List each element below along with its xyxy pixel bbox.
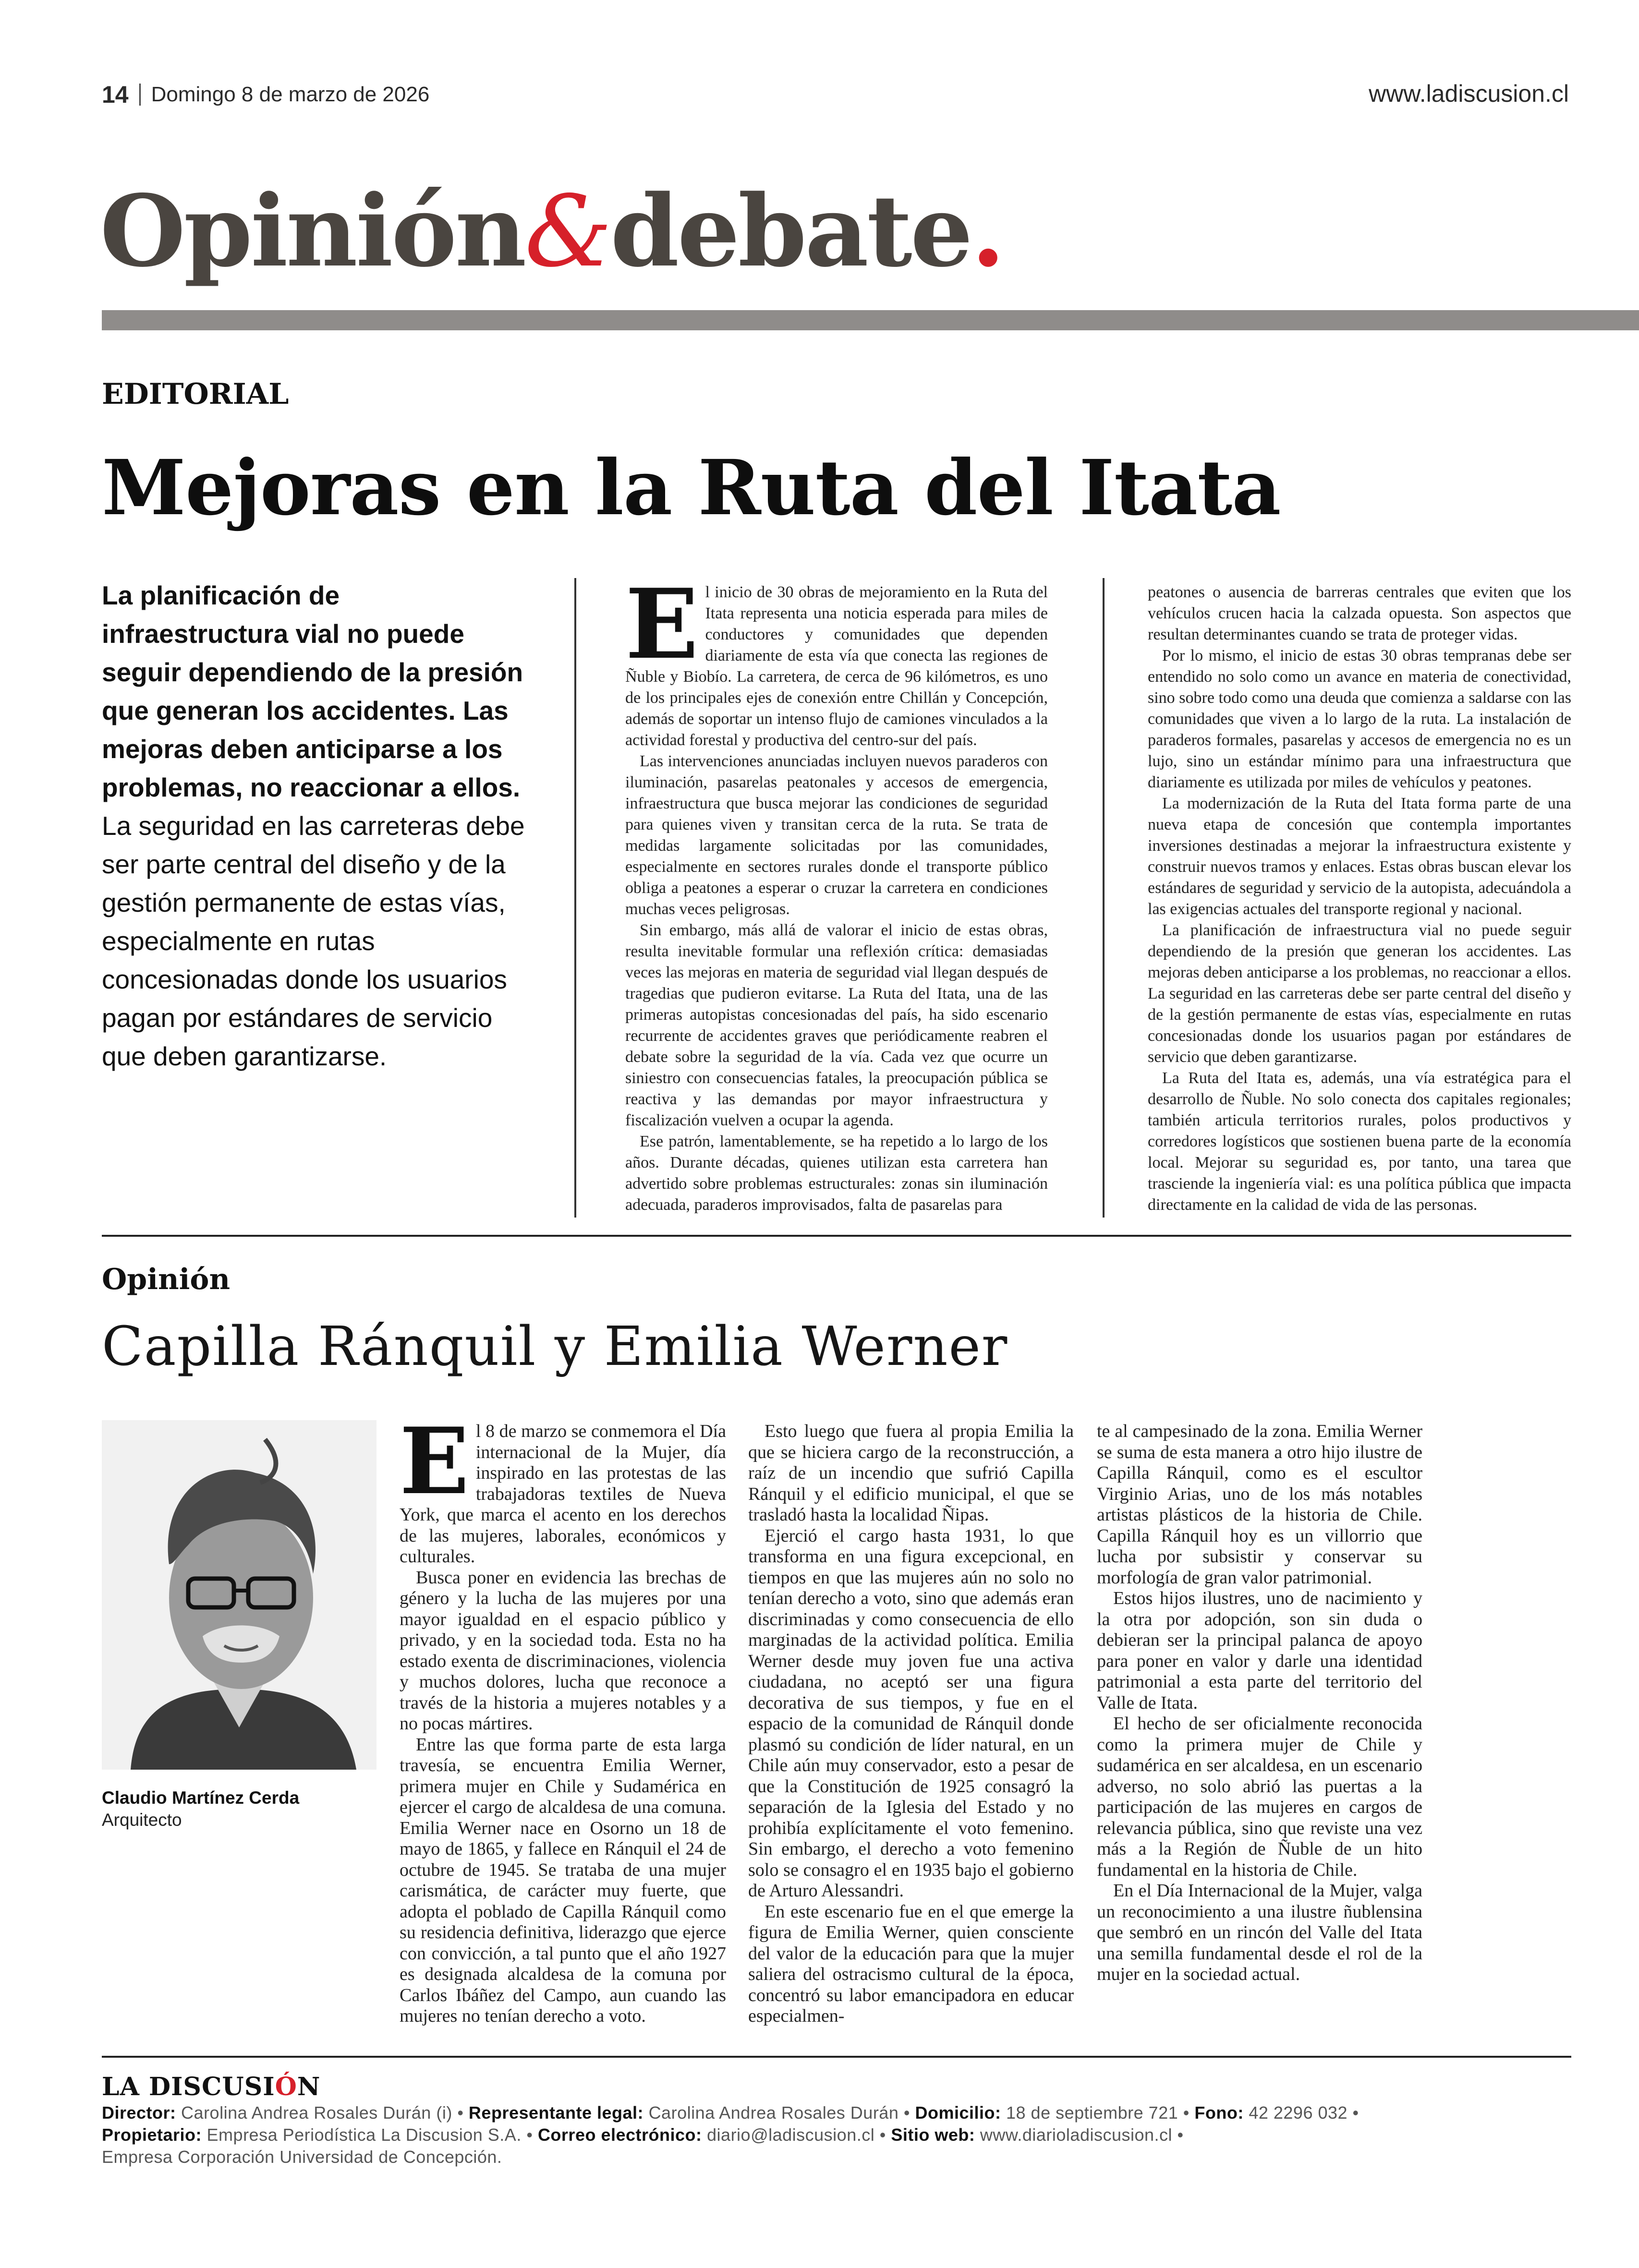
author-role: Arquitecto (102, 1810, 182, 1830)
rep-label: Representante legal: (468, 2103, 644, 2123)
web-label: Sitio web: (891, 2125, 975, 2145)
editorial-paragraph: La planificación de infraestructura vial no puede seguir dependiendo de la presión que generan los accidentes. Las mejoras deben anticiparse a los problemas, no reaccionar a ellos. La seguridad en las carreteras debe ser parte central del diseño y de la gestión permanente de estas vías, especialmente en rutas concesionadas donde los usuarios pagan por estándares de servicio que deben garantizarse. (1148, 921, 1571, 1066)
newspaper-logo (102, 2072, 320, 2101)
editorial-column-2 (1148, 582, 1571, 1216)
director-label: Director: (102, 2103, 176, 2123)
author-portrait-illustration (102, 1420, 376, 1770)
section-separator (102, 1235, 1571, 1237)
editorial-kicker: EDITORIAL (102, 377, 289, 411)
section-title-debate: debate (610, 174, 971, 289)
editorial-paragraph: Las intervenciones anunciadas incluyen nuevos paraderos con iluminación, pasarelas peatonales y accesos de emergencia, infraestructura que busca mejorar las condiciones de seguridad para quienes viven y transitan cerca de la ruta. Se trata de medidas largamente solicitadas por las comunidades, especialmente en sectores rurales donde el transporte público obliga a peatones a esperar o cruzar la carretera en condiciones muchas veces peligrosas. (625, 752, 1048, 918)
editorial-title: Mejoras en la Ruta del Itata (102, 444, 1281, 532)
opinion-paragraph: te al campesinado de la zona. Emilia Werner se suma de esta manera a otro hijo ilustre de Capilla Ránquil, como es el escultor Virginio Arias, uno de los más notables artistas plásticos de la historia de Chile. Capilla Ránquil hoy es un villorrio que lucha por subsistir y conservar su morfología de gran valor patrimonial. (1097, 1421, 1422, 1588)
opinion-paragraph: Estos hijos ilustres, uno de nacimiento y la otra por adopción, son sin duda o debieran ser la principal palanca de apoyo para poner en valor y darle una identidad patrimonial a esta parte del territorio del Valle de Itata. (1097, 1588, 1422, 1713)
opinion-column-3 (1097, 1421, 1422, 1985)
editorial-paragraph: l inicio de 30 obras de mejoramiento en la Ruta del Itata representa una noticia esperada para miles de conductores y comunidades que dependen diariamente de esta vía que conecta las regiones de Ñuble y Biobío. La carretera, de cerca de 96 kilómetros, es uno de los principales ejes de conexión entre Chillán y Concepción, además de soportar un intenso flujo de camiones vinculados a la actividad forestal y productiva del centro-sur del país. (625, 583, 1048, 749)
footer-credits: Director: Carolina Andrea Rosales Durán (i) • Representante legal: Carolina Andrea Rosales Durán • Domicilio: 18 de septiembre 721 • Fono: 42 2296 032 • Propietario: Empresa Periodística La Discusion S.A. • Correo electrónico: diario@ladiscusion.cl • Sitio web: www.diarioladiscusion.cl • Empresa Corporación Universidad de Concepción. (102, 2103, 1359, 2167)
section-title-ampersand: & (524, 175, 610, 289)
section-title-dot: . (971, 174, 1004, 289)
empresa-text: Empresa Corporación Universidad de Concepción. (102, 2147, 502, 2167)
editorial-lead (102, 576, 529, 1075)
opinion-paragraph: Esto luego que fuera al propia Emilia la que se hiciera cargo de la reconstrucción, a raíz de un incendio que sufrió Capilla Ránquil y el edificio municipal, el que se trasladó hasta la localidad Ñipas. (748, 1421, 1074, 1525)
opinion-paragraph: En este escenario fue en el que emerge la figura de Emilia Werner, quien consciente del valor de la educación para que la mujer saliera del ostracismo cultural de la época, concentró su labor emancipadora en educar especialmen- (748, 1901, 1074, 2026)
opinion-paragraph: Ejerció el cargo hasta 1931, lo que transforma en una figura excepcional, en tiempos en que las mujeres aún no solo no tenían derecho a voto, sino que además eran discriminadas y como consecuencia de ello marginadas de la actividad política. Emilia Werner desde muy joven fue una activa ciudadana, no aceptó ser una figura decorativa de sus tiempos, y fue en el espacio de la comunidad de Ránquil donde plasmó su condición de líder natural, en un Chile aún muy conservador, esto a pesar de que la Constitución de 1925 consagró la separación de la Iglesia del Estado y no prohibía explícitamente el voto femenino. Sin embargo, el derecho a voto femenino solo se consagro el en 1935 bajo el gobierno de Arturo Alessandri. (748, 1525, 1074, 1901)
director-value: Carolina Andrea Rosales Durán (i) (181, 2103, 452, 2123)
page-number: 14 (102, 81, 129, 108)
issue-date: Domingo 8 de marzo de 2026 (151, 83, 430, 106)
opinion-paragraph: Entre las que forma parte de esta larga travesía, se encuentra Emilia Werner, primera mujer en Chile y Sudamérica en ejercer el cargo de alcaldesa de una comuna. Emilia Werner nace en Osorno un 18 de mayo de 1865, y fallece en Ránquil el 24 de octubre de 1945. Se trataba de una mujer carismática, de carácter muy fuerte, que adopta el poblado de Capilla Ránquil como su residencia definitiva, liderazgo que ejerce con convicción, a tal punto que el año 1927 es designada alcaldesa de la comuna por Carlos Ibáñez del Campo, aun cuando las mujeres no tenían derecho a voto. (400, 1734, 726, 2026)
correo-label: Correo electrónico: (537, 2125, 702, 2145)
correo-link[interactable]: diario@ladiscusion.cl (707, 2125, 875, 2145)
logo-text: LA DISCUSI (102, 2072, 275, 2101)
logo-accent-letter: Ó (275, 2072, 297, 2101)
editorial-paragraph: Por lo mismo, el inicio de estas 30 obras tempranas debe ser entendido no solo como un avance en materia de conectividad, sino sobre todo como una deuda que comienza a saldarse con las comunidades que viven a lo largo de la ruta. La instalación de paraderos formales, pasarelas y accesos de emergencia no es un lujo, sino un estándar mínimo para una infraestructura que diariamente es utilizada por miles de vehículos y peatones. (1148, 647, 1571, 791)
opinion-title: Capilla Ránquil y Emilia Werner (102, 1315, 1008, 1378)
editorial-lead-bold: La planificación de infraestructura vial no puede seguir dependiendo de la presión que generan los accidentes. Las mejoras deben anticiparse a los problemas, no reaccionar a ellos. (102, 580, 523, 802)
section-divider-bar (102, 310, 1639, 330)
propietario-value: Empresa Periodística La Discusion S.A. (206, 2125, 522, 2145)
opinion-paragraph: En el Día Internacional de la Mujer, valga un reconocimiento a una ilustre ñublensina que sembró en un rincón del Valle del Itata una semilla fundamental desde el rol de la mujer en la sociedad actual. (1097, 1881, 1422, 1984)
footer-separator (102, 2056, 1571, 2058)
opinion-dropcap: E (400, 1408, 469, 1515)
editorial-paragraph: La Ruta del Itata es, además, una vía estratégica para el desarrollo de Ñuble. No solo conecta dos capitales regionales; también articula territorios rurales, polos productivos y corredores logísticos que sostienen buena parte de la economía local. Mejorar su seguridad es, por tanto, una tarea que trasciende la ingeniería vial: es una política pública que impacta directamente en la calidad de vida de las personas. (1148, 1069, 1571, 1214)
editorial-paragraph: Sin embargo, más allá de valorar el inicio de estas obras, resulta inevitable formular una reflexión crítica: demasiadas veces las mejoras en materia de seguridad vial llegan después de tragedias que pudieron evitarse. La Ruta del Itata, una de las primeras autopistas concesionadas del país, ha sido escenario recurrente de accidentes graves que periódicamente reabren el debate sobre la seguridad de la vía. Cada vez que ocurre un siniestro con consecuencias fatales, la preocupación pública se reactiva y las demandas por mayor infraestructura y fiscalización vuelven a ocupar la agenda. (625, 921, 1048, 1129)
fono-value: 42 2296 032 (1249, 2103, 1348, 2123)
editorial-paragraph: Ese patrón, lamentablemente, se ha repetido a lo largo de los años. Durante décadas, quienes utilizan esta carretera han advertido sobre problemas estructurales: zonas sin iluminación adecuada, paraderos improvisados, falta de pasarelas para (625, 1133, 1048, 1214)
domicilio-value: 18 de septiembre 721 (1006, 2103, 1178, 2123)
opinion-paragraph: l 8 de marzo se conmemora el Día internacional de la Mujer, día inspirado en las protestas de las trabajadoras textiles de Nueva York, que marca el acento en los derechos de las mujeres, laborales, económicos y culturales. (400, 1421, 726, 1567)
opinion-column-2 (748, 1421, 1074, 2027)
logo-text-end: N (297, 2072, 321, 2101)
fono-label: Fono: (1194, 2103, 1244, 2123)
section-title (100, 174, 1004, 289)
column-rule (574, 578, 576, 1218)
author-name: Claudio Martínez Cerda (102, 1788, 300, 1808)
opinion-paragraph: Busca poner en evidencia las brechas de género y la lucha de las mujeres por una mayor igualdad en el espacio público y privado, y en la sociedad toda. Esta no ha estado exenta de discriminaciones, violencia y muchos dolores, lucha que reconoce a través de la historia a mujeres notables y a no pocas mártires. (400, 1567, 726, 1734)
domicilio-label: Domicilio: (915, 2103, 1001, 2123)
propietario-label: Propietario: (102, 2125, 202, 2145)
section-title-opinion: Opinión (100, 174, 525, 289)
opinion-paragraph: El hecho de ser oficialmente reconocida como la primera mujer de Chile y sudamérica en ser alcaldesa, en un escenario adverso, no solo abrió las puertas a la participación de las mujeres en cargos de relevancia pública, sino que reviste una vez más a la Región de Ñuble de un hito fundamental en la historia de Chile. (1097, 1713, 1422, 1880)
header-divider (139, 84, 141, 106)
editorial-paragraph: La modernización de la Ruta del Itata forma parte de una nueva etapa de concesión que contempla importantes inversiones destinadas a mejorar la infraestructura existente y construir nuevos tramos y enlaces. Estas obras buscan elevar los estándares de seguridad y servicio de la autopista, adecuándola a las exigencias actuales del transporte regional y nacional. (1148, 795, 1571, 918)
web-link[interactable]: www.diarioladiscusion.cl (980, 2125, 1173, 2145)
author-photo (102, 1420, 376, 1770)
editorial-paragraph: peatones o ausencia de barreras centrales que eviten que los vehículos crucen hacia la calzada opuesta. Son aspectos que resultan determinantes cuando se trata de proteger vidas. (1148, 583, 1571, 643)
page-header-left (102, 81, 429, 109)
column-rule (1103, 578, 1105, 1218)
editorial-column-1 (625, 568, 1048, 1216)
editorial-dropcap: E (625, 568, 699, 681)
website-link[interactable]: www.ladiscusion.cl (1369, 80, 1569, 107)
opinion-kicker: Opinión (102, 1263, 231, 1296)
opinion-column-1 (400, 1408, 726, 2027)
rep-value: Carolina Andrea Rosales Durán (648, 2103, 899, 2123)
editorial-lead-regular: La seguridad en las carreteras debe ser parte central del diseño y de la gestión permanente de estas vías, especialmente en rutas concesionadas donde los usuarios pagan por estándares de servicio que deben garantizarse. (102, 811, 525, 1071)
